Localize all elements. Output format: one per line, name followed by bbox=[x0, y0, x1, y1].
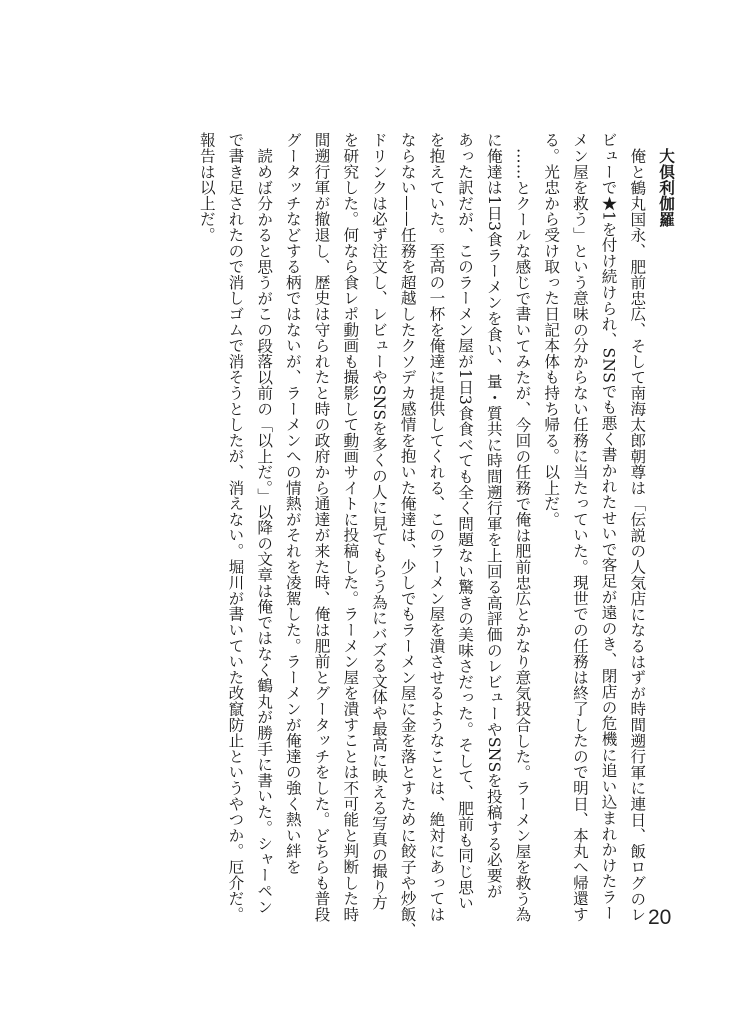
text-line: 報告は以上だ。 bbox=[197, 132, 216, 243]
text-line: 俺と鶴丸国永、肥前忠広、そして南海太郎朝尊は「伝説の人気店になるはずが時間遡行軍に連日、飯ログのレ bbox=[628, 147, 647, 922]
text-line: で書き足されたので消しゴムで消そうとしたが、消えない。堀川が書いていた改竄防止というやつか。厄介だ。 bbox=[226, 132, 245, 922]
section-title: 大倶利伽羅 bbox=[657, 147, 676, 227]
text-line: 読めば分かると思うがこの段落以前の「以上だ。」以降の文章は俺ではなく鶴丸が勝手に書いた。シャーペン bbox=[255, 147, 274, 914]
text-line: に俺達は1日3食ラーメンを食い、量・質共に時間遡行軍を上回る高評価のレビューやSNSを投稿する必要が bbox=[484, 132, 503, 899]
text-line: グータッチなどする柄ではないが、ラーメンへの情熱がそれを凌駕した。ラーメンが俺達の強く熱い絆を bbox=[283, 132, 302, 875]
text-line: ならない——任務を超越したクソデカ感情を抱いた俺達は、少しでもラーメン屋に金を落とすために餃子や炒飯、 bbox=[398, 132, 417, 938]
text-line: あった訳だが、このラーメン屋が1日3食食べても全く問題ない驚きの美味さだった。そして、肥前も同じ思い bbox=[456, 132, 475, 911]
text-line: メン屋を救う」という意味の分からない任務に当たっていた。現世での任務は終了したので明日、本丸へ帰還す bbox=[570, 132, 589, 922]
text-line: ビューで★1を付け続けられ、SNSでも悪く書かれたせいで客足が遠のき、閉店の危機に追い込まれかけたラー bbox=[599, 132, 618, 921]
text-line: 間遡行軍が撤退し、歴史は守られたと時の政府から通達が来た時、俺は肥前とグータッチをした。どちらも普段 bbox=[312, 132, 331, 922]
text-line: を研究した。何なら食レポ動画も撮影して動画サイトに投稿した。ラーメン屋を潰すことは不可能と判断した時 bbox=[341, 132, 360, 922]
page-number: 20 bbox=[648, 906, 672, 929]
text-line: ドリンクは必ず注文し、レビューやSNSを多くの人に見てもらう為にバズる文体や最高に映える写真の撮り方 bbox=[369, 132, 388, 911]
text-line: を抱えていた。至高の一杯を俺達に提供してくれる、このラーメン屋を潰させるようなことは、絶対にあっては bbox=[427, 132, 446, 922]
text-line: る。光忠から受け取った日記本体も持ち帰る。以上だ。 bbox=[542, 132, 561, 527]
text-line: ……とクールな感じで書いてみたが、今回の任務で俺は肥前忠広とかなり意気投合した。ラーメン屋を救う為 bbox=[513, 147, 532, 922]
